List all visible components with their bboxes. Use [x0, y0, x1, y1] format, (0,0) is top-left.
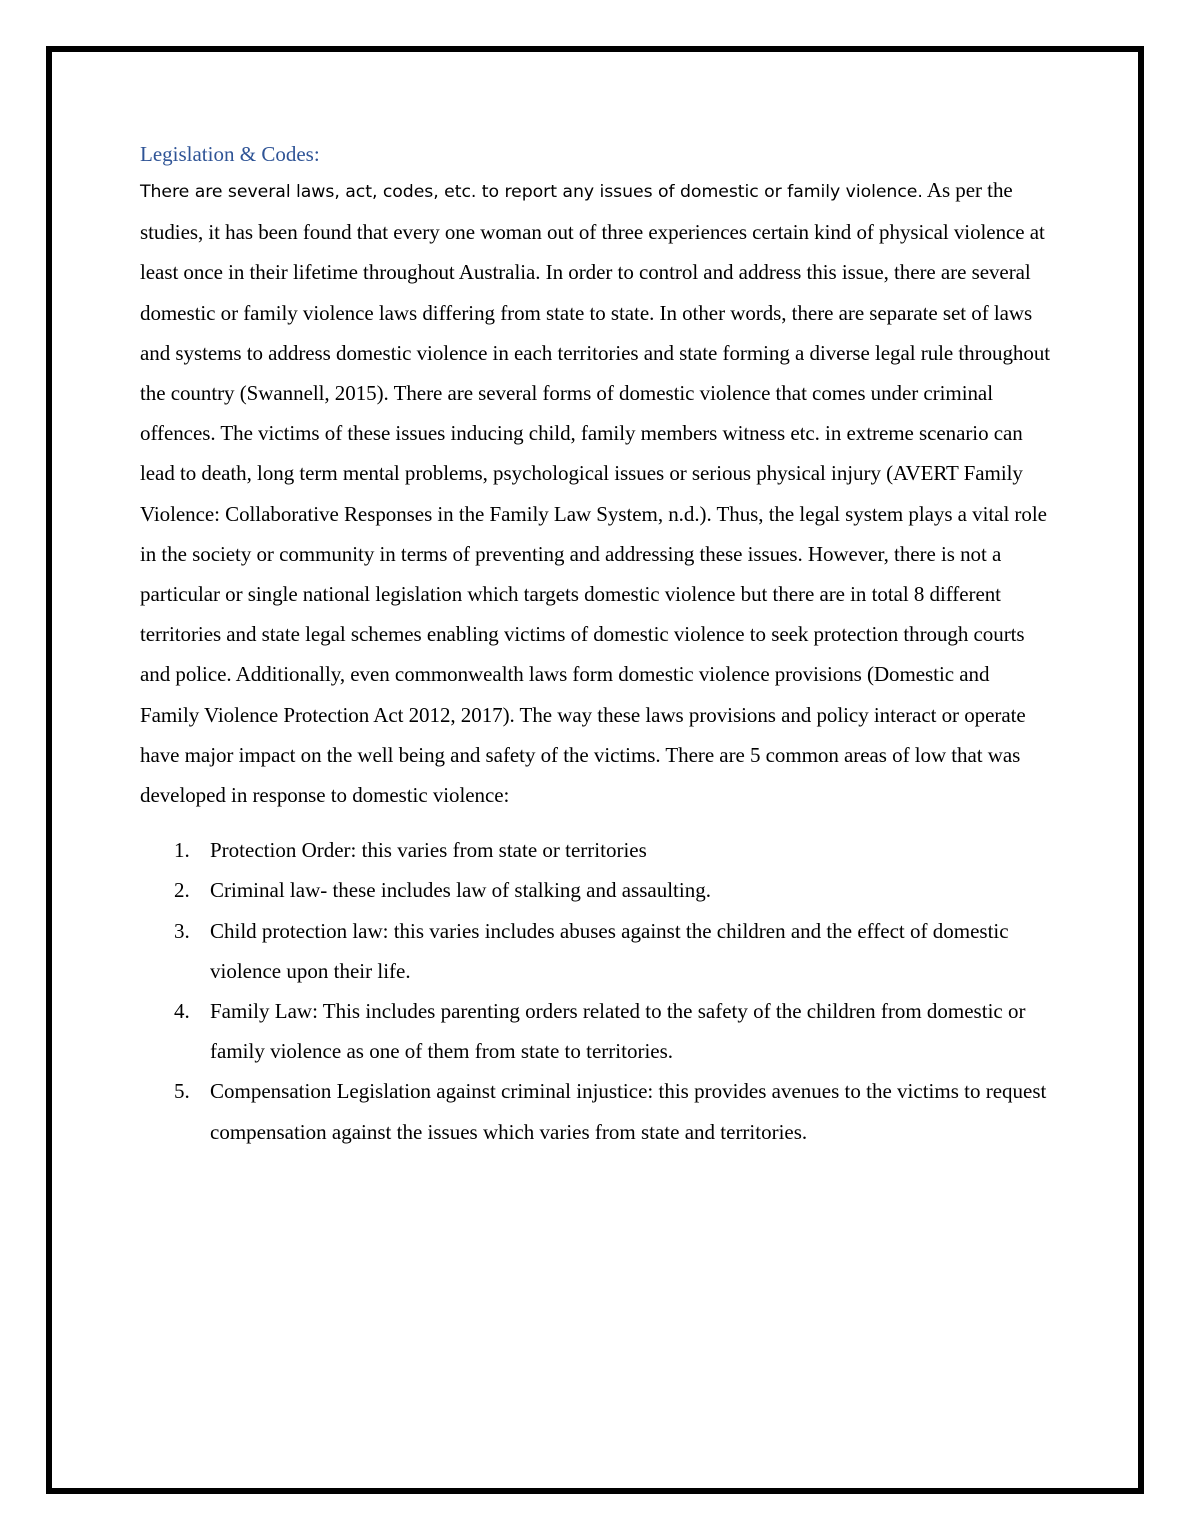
section-heading: Legislation & Codes:	[140, 142, 320, 166]
list-number: 4.	[174, 999, 190, 1024]
list-item-text: Protection Order: this varies from state or territories	[210, 838, 647, 863]
list-item-text: Criminal law- these includes law of stalking and assaulting.	[210, 878, 711, 903]
document-content	[140, 138, 1052, 1152]
list-item	[140, 911, 1052, 991]
paragraph-body-text: As per the studies, it has been found that every one woman out of three experiences certain kind of physical violence at least once in their lifetime throughout Australia. In order to control and address this issue, there are several domestic or family violence laws differing from state to state. In other words, there are separate set of laws and systems to address domestic violence in each territories and state forming a diverse legal rule throughout the country (Swannell, 2015). There are several forms of domestic violence that comes under criminal offences. The victims of these issues inducing child, family members witness etc. in extreme scenario can lead to death, long term mental problems, psychological issues or serious physical injury (AVERT Family Violence: Collaborative Responses in the Family Law System, n.d.). Thus, the legal system plays a vital role in the society or community in terms of preventing and addressing these issues. However, there is not a particular or single national legislation which targets domestic violence but there are in total 8 different territories and state legal schemes enabling victims of domestic violence to seek protection through courts and police. Additionally, even commonwealth laws form domestic violence provisions (Domestic and Family Violence Protection Act 2012, 2017). The way these laws provisions and policy interact or operate have major impact on the well being and safety of the victims. There are 5 common areas of low that was developed in response to domestic violence:	[140, 178, 1051, 808]
list-item	[140, 1071, 1052, 1151]
list-item	[140, 830, 1052, 870]
list-item-text: Child protection law: this varies includes abuses against the children and the effect of domestic violence upon their life.	[210, 918, 1009, 983]
list-item-text: Compensation Legislation against criminal injustice: this provides avenues to the victims to request compensation against the issues which varies from state and territories.	[210, 1079, 1047, 1144]
list-number: 5.	[174, 1079, 190, 1104]
list-item	[140, 870, 1052, 910]
numbered-list	[140, 830, 1052, 1152]
body-paragraph	[140, 170, 1052, 815]
list-number: 1.	[174, 838, 190, 863]
paragraph-lead-sentence: There are several laws, act, codes, etc. to report any issues of domestic or family violence.	[140, 182, 923, 202]
list-number: 2.	[174, 878, 190, 903]
list-item-text: Family Law: This includes parenting orders related to the safety of the children from domestic or family violence as one of them from state to territories.	[210, 999, 1026, 1064]
list-number: 3.	[174, 918, 190, 943]
list-item	[140, 991, 1052, 1071]
